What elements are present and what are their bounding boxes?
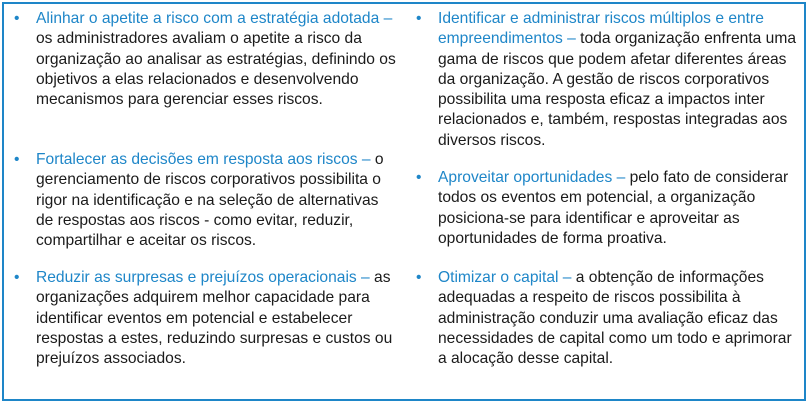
- item-body: os administradores avaliam o apetite a risco da organização ao analisar as estratégias, definindo os objetivos a elas relacionados e desenvolvendo mecanismos para gerenciar esses riscos.: [36, 30, 396, 109]
- item-lead: Identificar e administrar riscos múltiplos e entre empreendimentos –: [438, 10, 764, 48]
- bullet-icon: •: [416, 10, 422, 27]
- list-item-seize-opportunities: [414, 168, 804, 249]
- list-item-optimize-capital: [414, 268, 804, 369]
- list-item-strengthen-decisions: [12, 150, 397, 251]
- item-body: a obtenção de informações adequadas a respeito de riscos possibilita à administração conduzir uma avaliação eficaz das necessidades de capital como um todo e aprimorar a alocação desse capital.: [438, 269, 792, 368]
- item-lead: Otimizar o capital –: [438, 269, 572, 286]
- list-item-align-risk-appetite: [12, 9, 397, 110]
- item-lead: Aproveitar oportunidades –: [438, 169, 626, 186]
- benefits-box: [2, 2, 806, 401]
- bullet-icon: •: [14, 151, 20, 168]
- bullet-icon: •: [416, 269, 422, 286]
- bullet-icon: •: [14, 269, 20, 286]
- bullet-icon: •: [416, 169, 422, 186]
- list-item-identify-multiple-risks: [414, 9, 804, 151]
- item-body: as organizações adquirem melhor capacidade para identificar eventos em potencial e estabelecer respostas a estes, reduzindo surpresas e custos ou prejuízos associados.: [36, 269, 393, 368]
- item-body: o gerenciamento de riscos corporativos possibilita o rigor na identificação e na seleção de alternativas de respostas aos riscos - como evitar, reduzir, compartilhar e aceitar os riscos.: [36, 151, 384, 250]
- item-lead: Fortalecer as decisões em resposta aos riscos –: [36, 151, 371, 168]
- item-body: toda organização enfrenta uma gama de riscos que podem afetar diferentes áreas da organização. A gestão de riscos corporativos possibilita uma resposta eficaz a impactos inter relacionados e, também, respostas integradas aos diversos riscos.: [438, 30, 797, 149]
- bullet-icon: •: [14, 10, 20, 27]
- item-body: pelo fato de considerar todos os eventos em potencial, a organização posiciona-se para identificar e aproveitar as oportunidades de forma proativa.: [438, 169, 789, 247]
- list-item-reduce-surprises: [12, 268, 397, 369]
- item-lead: Alinhar o apetite a risco com a estratégia adotada –: [36, 10, 393, 27]
- item-lead: Reduzir as surpresas e prejuízos operacionais –: [36, 269, 370, 286]
